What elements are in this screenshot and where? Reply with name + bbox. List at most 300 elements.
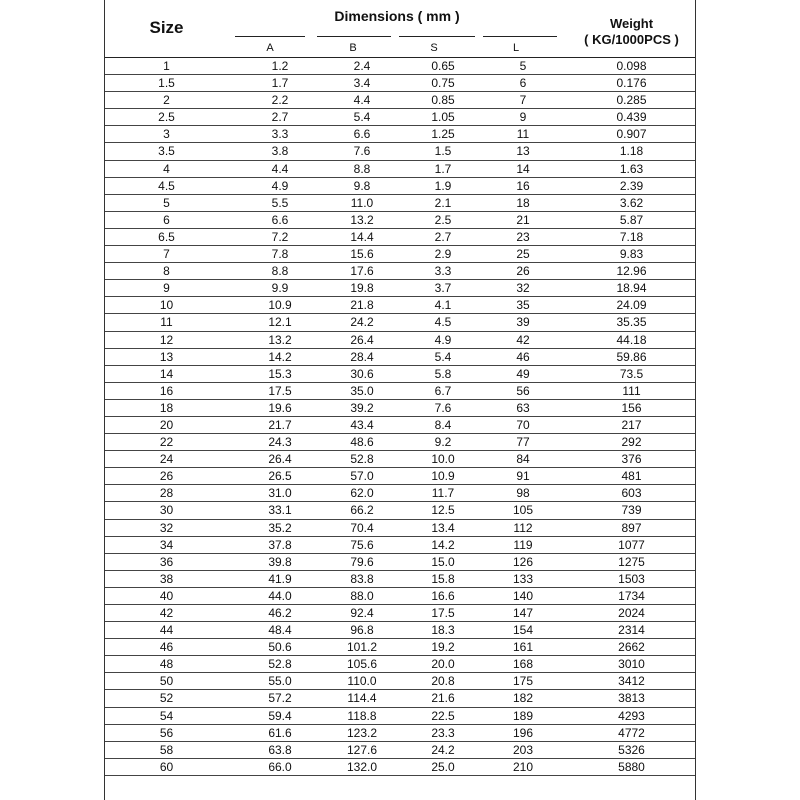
cell-a: 66.0 <box>268 759 292 774</box>
cell-size: 4 <box>163 161 170 176</box>
table-body <box>105 58 695 776</box>
cell-s: 4.9 <box>434 332 452 347</box>
cell-a: 5.5 <box>271 195 289 210</box>
cell-a: 12.1 <box>268 315 292 330</box>
cell-b: 28.4 <box>350 349 374 364</box>
table-row <box>105 383 695 400</box>
cell-s: 4.5 <box>434 315 452 330</box>
cell-a: 3.8 <box>271 144 289 159</box>
cell-size: 28 <box>159 486 174 501</box>
cell-a: 7.8 <box>271 247 289 262</box>
dimension-underline-l <box>483 36 557 37</box>
table-row <box>105 520 695 537</box>
cell-b: 4.4 <box>353 93 371 108</box>
cell-size: 5 <box>163 195 170 210</box>
cell-l: 63 <box>516 400 530 415</box>
table-row <box>105 673 695 690</box>
table-row <box>105 178 695 195</box>
table-row <box>105 263 695 280</box>
cell-size: 7 <box>163 247 170 262</box>
cell-a: 57.2 <box>268 691 292 706</box>
cell-l: 14 <box>516 161 530 176</box>
cell-b: 48.6 <box>350 435 374 450</box>
cell-size: 52 <box>159 691 174 706</box>
table-row <box>105 92 695 109</box>
cell-s: 22.5 <box>431 708 455 723</box>
cell-weight: 111 <box>622 383 641 398</box>
cell-size: 1 <box>163 59 170 73</box>
table-row <box>105 349 695 366</box>
cell-a: 63.8 <box>268 742 292 757</box>
cell-b: 15.6 <box>350 247 374 262</box>
cell-size: 42 <box>159 606 174 620</box>
cell-l: 133 <box>512 571 534 586</box>
table-row <box>105 622 695 639</box>
table-row <box>105 451 695 468</box>
cell-s: 14.2 <box>431 537 455 552</box>
cell-size: 30 <box>159 503 174 518</box>
cell-s: 18.3 <box>431 623 455 638</box>
table-row <box>105 161 695 178</box>
cell-size: 54 <box>159 708 174 723</box>
cell-l: 126 <box>512 554 534 569</box>
cell-s: 10.0 <box>431 452 455 467</box>
cell-size: 44 <box>159 623 174 638</box>
cell-s: 1.9 <box>434 178 452 193</box>
table-row <box>105 366 695 383</box>
cell-weight: 0.285 <box>616 93 647 108</box>
cell-s: 7.6 <box>434 400 452 415</box>
cell-a: 24.3 <box>268 435 292 450</box>
cell-a: 55.0 <box>268 674 292 689</box>
cell-l: 6 <box>519 76 527 91</box>
cell-size: 20 <box>159 417 174 432</box>
table-row <box>105 468 695 485</box>
cell-s: 12.5 <box>431 503 455 518</box>
cell-size: 12 <box>159 332 174 347</box>
cell-a: 4.4 <box>271 161 289 176</box>
table-row <box>105 639 695 656</box>
cell-l: 35 <box>516 298 530 313</box>
cell-s: 5.8 <box>434 366 452 381</box>
cell-b: 43.4 <box>350 417 374 432</box>
cell-weight: 897 <box>621 520 642 535</box>
cell-weight: 4293 <box>618 708 645 723</box>
cell-weight: 1734 <box>618 588 645 603</box>
cell-l: 84 <box>516 452 530 467</box>
cell-s: 6.7 <box>434 383 452 398</box>
cell-l: 105 <box>512 503 534 518</box>
cell-b: 96.8 <box>350 623 374 638</box>
cell-weight: 1.63 <box>619 161 644 176</box>
cell-b: 11.0 <box>350 195 374 210</box>
cell-weight: 481 <box>621 469 642 484</box>
cell-weight: 0.439 <box>616 110 647 125</box>
column-header-a: A <box>266 42 274 54</box>
cell-a: 52.8 <box>268 657 292 672</box>
cell-s: 16.6 <box>431 588 455 603</box>
table-row <box>105 143 695 160</box>
cell-size: 18 <box>159 400 174 415</box>
cell-a: 33.1 <box>268 503 292 518</box>
cell-s: 9.2 <box>434 435 452 450</box>
cell-size: 60 <box>159 759 174 774</box>
cell-size: 4.5 <box>158 178 175 193</box>
cell-size: 3.5 <box>158 144 175 159</box>
cell-l: 18 <box>516 195 530 210</box>
table-row <box>105 229 695 246</box>
weight-header-line1: Weight <box>609 16 654 31</box>
cell-s: 2.9 <box>434 247 452 262</box>
cell-l: 56 <box>516 383 530 398</box>
cell-b: 19.8 <box>350 281 374 296</box>
cell-b: 83.8 <box>350 571 374 586</box>
cell-s: 2.7 <box>434 229 452 244</box>
cell-weight: 0.907 <box>616 127 647 142</box>
cell-weight: 2314 <box>618 623 645 638</box>
cell-l: 147 <box>512 606 534 620</box>
cell-b: 7.6 <box>353 144 371 159</box>
cell-b: 24.2 <box>350 315 374 330</box>
table-row <box>105 109 695 126</box>
cell-s: 21.6 <box>431 691 455 706</box>
cell-b: 2.4 <box>353 59 371 73</box>
dimensions-header: Dimensions ( mm ) <box>334 8 460 24</box>
cell-s: 2.5 <box>434 212 452 227</box>
cell-weight: 44.18 <box>616 332 647 347</box>
cell-s: 3.7 <box>434 281 452 296</box>
table-row <box>105 297 695 314</box>
spec-table <box>104 0 696 800</box>
table-row <box>105 434 695 451</box>
cell-a: 13.2 <box>268 332 292 347</box>
cell-b: 66.2 <box>350 503 374 518</box>
cell-l: 46 <box>516 349 530 364</box>
cell-a: 4.9 <box>271 178 289 193</box>
cell-a: 26.4 <box>268 452 292 467</box>
cell-b: 101.2 <box>346 640 378 655</box>
cell-b: 127.6 <box>346 742 378 757</box>
cell-l: 112 <box>513 520 533 535</box>
cell-weight: 2024 <box>618 606 645 620</box>
cell-s: 4.1 <box>434 298 452 313</box>
table-row <box>105 759 695 776</box>
cell-weight: 35.35 <box>616 315 647 330</box>
cell-b: 88.0 <box>350 588 374 603</box>
cell-a: 6.6 <box>271 212 289 227</box>
cell-weight: 1.18 <box>619 144 644 159</box>
cell-l: 13 <box>516 144 530 159</box>
cell-a: 8.8 <box>271 264 289 279</box>
cell-b: 75.6 <box>350 537 374 552</box>
cell-size: 40 <box>159 588 174 603</box>
cell-s: 17.5 <box>431 606 455 620</box>
cell-size: 32 <box>159 520 174 535</box>
cell-size: 46 <box>159 640 174 655</box>
table-row <box>105 656 695 673</box>
table-row <box>105 554 695 571</box>
cell-l: 140 <box>512 588 534 603</box>
cell-size: 58 <box>159 742 174 757</box>
cell-a: 15.3 <box>268 366 292 381</box>
cell-b: 39.2 <box>350 400 374 415</box>
table-row <box>105 571 695 588</box>
cell-weight: 5.87 <box>619 212 644 227</box>
cell-a: 3.3 <box>271 127 289 142</box>
cell-a: 31.0 <box>268 486 292 501</box>
cell-a: 2.7 <box>271 110 289 125</box>
cell-a: 46.2 <box>268 606 292 620</box>
cell-b: 3.4 <box>353 76 371 91</box>
table-row <box>105 280 695 297</box>
cell-a: 61.6 <box>268 725 292 740</box>
cell-size: 2.5 <box>158 110 175 125</box>
cell-b: 52.8 <box>350 452 374 467</box>
cell-b: 17.6 <box>350 264 374 279</box>
cell-size: 13 <box>159 349 174 364</box>
cell-size: 26 <box>159 469 174 484</box>
table-row <box>105 690 695 707</box>
cell-weight: 4772 <box>618 725 645 740</box>
cell-l: 23 <box>516 229 530 244</box>
dimension-underline-b <box>317 36 391 37</box>
cell-b: 114.4 <box>347 691 377 706</box>
cell-weight: 2.39 <box>619 178 644 193</box>
cell-size: 11 <box>160 315 173 330</box>
cell-size: 16 <box>159 383 174 398</box>
cell-b: 132.0 <box>346 759 378 774</box>
cell-size: 14 <box>159 366 174 381</box>
cell-b: 21.8 <box>350 298 374 313</box>
cell-size: 24 <box>159 452 174 467</box>
cell-weight: 217 <box>621 417 642 432</box>
column-header-s: S <box>430 42 438 54</box>
cell-b: 6.6 <box>353 127 371 142</box>
cell-size: 3 <box>163 127 170 142</box>
cell-s: 1.7 <box>434 161 452 176</box>
cell-weight: 59.86 <box>616 349 647 364</box>
cell-l: 70 <box>516 417 530 432</box>
cell-a: 19.6 <box>268 400 292 415</box>
cell-a: 7.2 <box>271 229 289 244</box>
cell-size: 1.5 <box>158 76 175 91</box>
cell-size: 34 <box>159 537 174 552</box>
cell-l: 42 <box>516 332 530 347</box>
table-row <box>105 332 695 349</box>
cell-a: 44.0 <box>268 588 292 603</box>
cell-b: 110.0 <box>347 674 377 689</box>
cell-size: 6.5 <box>158 229 175 244</box>
column-header-b: B <box>349 42 357 54</box>
cell-l: 39 <box>516 315 530 330</box>
cell-weight: 376 <box>621 452 642 467</box>
cell-size: 56 <box>159 725 174 740</box>
cell-s: 0.75 <box>431 76 455 91</box>
cell-b: 14.4 <box>350 229 374 244</box>
cell-a: 1.7 <box>271 76 289 91</box>
cell-a: 17.5 <box>268 383 292 398</box>
cell-size: 22 <box>159 435 174 450</box>
cell-b: 26.4 <box>350 332 374 347</box>
cell-a: 14.2 <box>268 349 292 364</box>
cell-b: 8.8 <box>353 161 371 176</box>
cell-weight: 292 <box>621 435 642 450</box>
cell-weight: 1503 <box>618 571 645 586</box>
cell-b: 57.0 <box>350 469 374 484</box>
cell-size: 8 <box>163 264 170 279</box>
cell-s: 13.4 <box>431 520 455 535</box>
cell-a: 9.9 <box>271 281 289 296</box>
cell-s: 8.4 <box>434 417 452 432</box>
table-row <box>105 605 695 622</box>
cell-a: 59.4 <box>268 708 292 723</box>
cell-a: 10.9 <box>268 298 292 313</box>
cell-s: 3.3 <box>434 264 452 279</box>
cell-a: 48.4 <box>268 623 292 638</box>
cell-size: 2 <box>163 93 170 108</box>
cell-s: 15.8 <box>431 571 455 586</box>
cell-l: 16 <box>516 178 530 193</box>
table-row <box>105 400 695 417</box>
dimension-underline-s <box>399 36 475 37</box>
cell-l: 9 <box>519 110 527 125</box>
weight-header <box>566 16 697 48</box>
cell-l: 189 <box>512 708 534 723</box>
cell-l: 161 <box>512 640 534 655</box>
cell-b: 92.4 <box>350 606 374 620</box>
cell-weight: 24.09 <box>616 298 647 313</box>
cell-s: 0.85 <box>431 93 455 108</box>
cell-weight: 0.098 <box>616 59 647 73</box>
cell-b: 35.0 <box>350 383 374 398</box>
cell-l: 49 <box>516 366 530 381</box>
cell-a: 41.9 <box>268 571 292 586</box>
cell-l: 182 <box>512 691 534 706</box>
cell-l: 5 <box>519 59 527 73</box>
cell-s: 1.05 <box>431 110 455 125</box>
cell-a: 1.2 <box>271 59 289 73</box>
cell-b: 9.8 <box>353 178 371 193</box>
cell-size: 38 <box>159 571 174 586</box>
cell-size: 36 <box>159 554 174 569</box>
cell-a: 35.2 <box>268 520 292 535</box>
table-row <box>105 742 695 759</box>
table-row <box>105 75 695 92</box>
cell-a: 50.6 <box>268 640 292 655</box>
table-row <box>105 195 695 212</box>
cell-weight: 3412 <box>618 674 645 689</box>
cell-a: 2.2 <box>271 93 289 108</box>
cell-b: 70.4 <box>350 520 374 535</box>
cell-weight: 73.5 <box>619 366 644 381</box>
cell-weight: 3.62 <box>619 195 644 210</box>
size-header: Size <box>149 18 184 37</box>
cell-b: 13.2 <box>350 212 374 227</box>
cell-s: 2.1 <box>434 195 452 210</box>
cell-size: 6 <box>163 212 170 227</box>
cell-weight: 156 <box>621 400 642 415</box>
cell-weight: 7.18 <box>619 229 644 244</box>
weight-header-line2: ( KG/1000PCS ) <box>584 32 679 47</box>
table-row <box>105 314 695 331</box>
cell-size: 9 <box>163 281 170 296</box>
cell-l: 175 <box>512 674 534 689</box>
cell-a: 21.7 <box>268 417 292 432</box>
table-row <box>105 485 695 502</box>
cell-weight: 739 <box>621 503 642 518</box>
cell-s: 10.9 <box>431 469 455 484</box>
cell-weight: 0.176 <box>616 76 647 91</box>
cell-l: 119 <box>513 537 533 552</box>
cell-size: 10 <box>159 298 174 313</box>
cell-weight: 12.96 <box>616 264 647 279</box>
cell-weight: 603 <box>621 486 642 501</box>
dimension-underline-a <box>235 36 305 37</box>
cell-s: 25.0 <box>431 759 455 774</box>
cell-s: 5.4 <box>434 349 452 364</box>
table-row <box>105 725 695 742</box>
cell-l: 26 <box>516 264 530 279</box>
cell-l: 98 <box>516 486 530 501</box>
cell-weight: 9.83 <box>619 247 644 262</box>
cell-s: 15.0 <box>431 554 455 569</box>
cell-b: 123.2 <box>346 725 378 740</box>
cell-l: 154 <box>512 623 534 638</box>
cell-l: 168 <box>512 657 534 672</box>
cell-b: 105.6 <box>346 657 378 672</box>
table-row <box>105 417 695 434</box>
table-row <box>105 126 695 143</box>
cell-l: 203 <box>512 742 534 757</box>
cell-a: 26.5 <box>268 469 292 484</box>
cell-l: 32 <box>516 281 530 296</box>
cell-s: 1.5 <box>434 144 452 159</box>
cell-b: 5.4 <box>353 110 371 125</box>
cell-s: 23.3 <box>431 725 455 740</box>
cell-b: 62.0 <box>350 486 374 501</box>
cell-size: 48 <box>159 657 174 672</box>
cell-s: 20.8 <box>431 674 455 689</box>
cell-l: 196 <box>512 725 534 740</box>
cell-s: 11.7 <box>431 486 455 501</box>
table-row <box>105 588 695 605</box>
table-row <box>105 246 695 263</box>
cell-weight: 3010 <box>618 657 645 672</box>
cell-s: 20.0 <box>431 657 455 672</box>
table-row <box>105 502 695 519</box>
cell-l: 21 <box>516 212 530 227</box>
cell-l: 77 <box>516 435 530 450</box>
cell-l: 7 <box>519 93 527 108</box>
cell-b: 30.6 <box>350 366 374 381</box>
cell-s: 24.2 <box>431 742 455 757</box>
cell-s: 19.2 <box>431 640 455 655</box>
cell-s: 1.25 <box>431 127 455 142</box>
cell-l: 210 <box>512 759 534 774</box>
table-row <box>105 537 695 554</box>
cell-l: 11 <box>516 127 530 142</box>
cell-l: 91 <box>516 469 530 484</box>
cell-weight: 5326 <box>618 742 645 757</box>
table-row <box>105 212 695 229</box>
cell-weight: 1275 <box>618 554 645 569</box>
cell-weight: 2662 <box>618 640 645 655</box>
cell-a: 37.8 <box>268 537 292 552</box>
cell-weight: 3813 <box>618 691 645 706</box>
cell-s: 0.65 <box>431 59 455 73</box>
cell-b: 118.8 <box>347 708 377 723</box>
cell-l: 25 <box>516 247 530 262</box>
